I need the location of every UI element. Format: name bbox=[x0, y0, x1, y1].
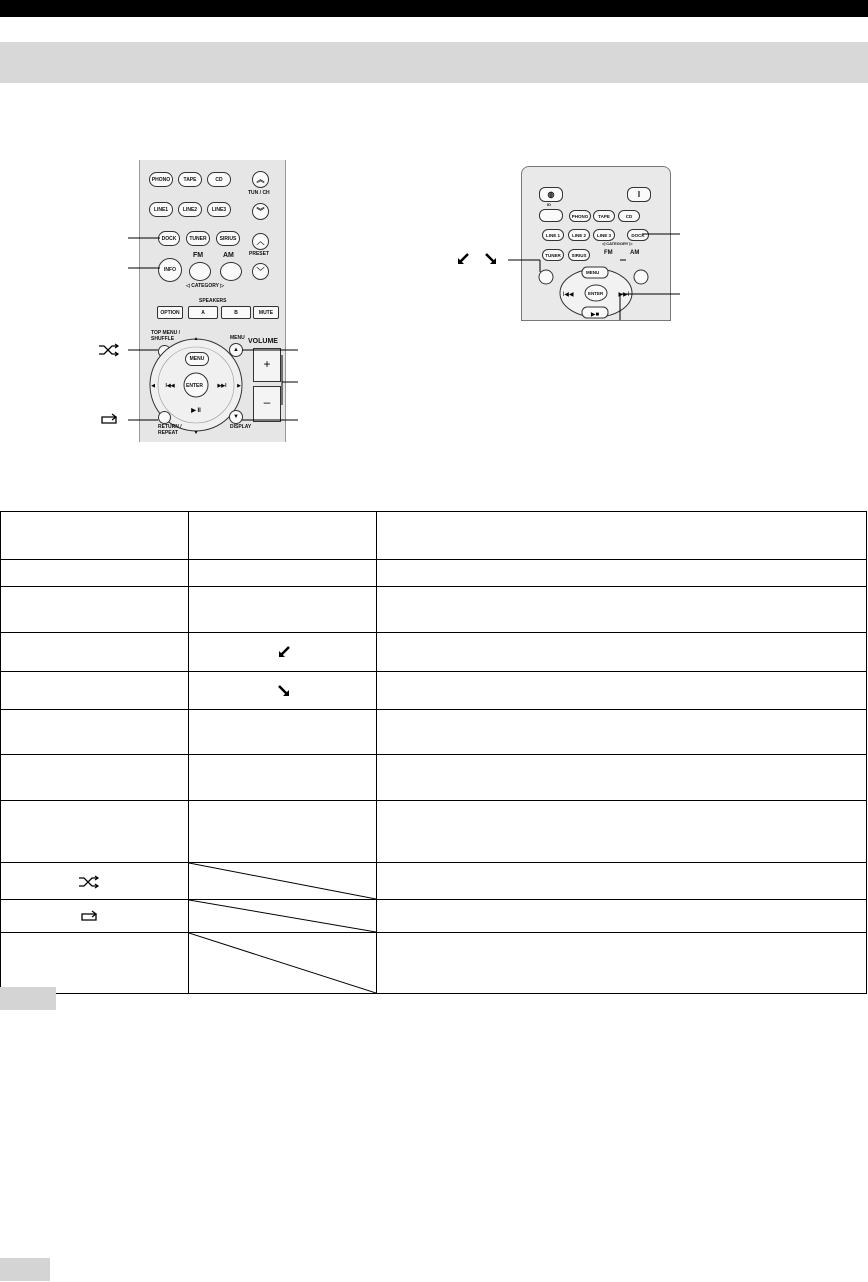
table-row bbox=[1, 560, 867, 587]
tuner-button: TUNER bbox=[186, 231, 210, 246]
preset-down-button: ﹀ bbox=[252, 263, 269, 280]
line2-button: LINE2 bbox=[178, 202, 202, 217]
speakers-label: SPEAKERS bbox=[199, 298, 227, 304]
small-remote-illustration bbox=[521, 166, 671, 321]
svg-text:▼: ▼ bbox=[193, 430, 199, 436]
top-menu-shuffle-label: TOP MENU / SHUFFLE bbox=[151, 330, 180, 342]
repeat-icon bbox=[98, 413, 120, 427]
mute-button: MUTE bbox=[253, 306, 279, 319]
power-button: I bbox=[627, 187, 651, 202]
option-button: OPTION bbox=[157, 306, 183, 319]
note-label-bar bbox=[0, 1258, 50, 1281]
svg-text:◀: ◀ bbox=[151, 383, 155, 389]
svg-text:▶■: ▶■ bbox=[590, 312, 600, 318]
menu-button: MENU bbox=[185, 352, 209, 366]
line1-button: LINE1 bbox=[149, 202, 173, 217]
table-row bbox=[1, 672, 867, 710]
svg-text:▲: ▲ bbox=[193, 336, 199, 342]
table-row bbox=[1, 755, 867, 801]
function-table bbox=[0, 511, 867, 994]
empty-cell-diagonal bbox=[189, 900, 376, 932]
small-dock-button: DOCK bbox=[627, 229, 649, 241]
enter-button: ENTER bbox=[186, 383, 203, 389]
tun-ch-down-button: ︾ bbox=[252, 203, 269, 220]
table-row bbox=[1, 587, 867, 633]
small-cd-button: CD bbox=[618, 210, 640, 222]
table-header-row bbox=[1, 512, 867, 560]
svg-text:▶: ▶ bbox=[237, 383, 241, 389]
preset-label: PRESET bbox=[249, 251, 270, 257]
navigation-pad bbox=[140, 160, 285, 442]
svg-text:▶▶I: ▶▶I bbox=[217, 383, 227, 389]
standby-button: ◍ bbox=[539, 187, 563, 202]
small-tuner-button: TUNER bbox=[542, 249, 564, 261]
repeat-icon bbox=[78, 910, 100, 924]
table-row bbox=[1, 710, 867, 755]
small-line2-button: LINE 2 bbox=[568, 229, 590, 241]
small-enter-button: ENTER bbox=[588, 291, 604, 296]
preset-up-button: ︿ bbox=[252, 233, 269, 250]
line3-button: LINE3 bbox=[207, 202, 231, 217]
return-repeat-label: RETURN / REPEAT bbox=[158, 424, 182, 436]
volume-label: VOLUME bbox=[248, 338, 278, 345]
am-label: AM bbox=[223, 252, 234, 259]
tun-ch-label: TUN / CH bbox=[248, 190, 270, 196]
section-heading-bar bbox=[0, 42, 868, 83]
table-row bbox=[1, 863, 867, 900]
table-row bbox=[1, 900, 867, 933]
menu-up-button: ▲ bbox=[229, 343, 243, 357]
repeat-button bbox=[158, 411, 171, 424]
info-button: INFO bbox=[158, 258, 182, 282]
small-line3-button: LINE 3 bbox=[593, 229, 615, 241]
small-phono-button: PHONO bbox=[569, 210, 591, 222]
speaker-a-button: A bbox=[188, 306, 218, 319]
volume-up-button: + bbox=[253, 348, 281, 382]
small-am-label: AM bbox=[630, 250, 640, 256]
fm-label: FM bbox=[193, 252, 204, 259]
arrow-down-left-icon bbox=[456, 252, 470, 266]
speaker-b-button: B bbox=[221, 306, 251, 319]
svg-text:I◀◀: I◀◀ bbox=[562, 292, 574, 298]
arrow-down-right-icon bbox=[484, 252, 498, 266]
menu-right-label: MENU bbox=[230, 335, 245, 341]
small-fm-label: FM bbox=[604, 250, 613, 256]
note-label-bar bbox=[0, 987, 56, 1010]
small-navigation-pad bbox=[522, 167, 670, 320]
empty-cell-diagonal bbox=[189, 933, 376, 993]
sirius-button: SIRIUS bbox=[216, 231, 240, 246]
cd-button: CD bbox=[207, 172, 231, 187]
small-menu-button: MENU bbox=[586, 270, 600, 275]
shuffle-icon bbox=[78, 875, 100, 889]
tape-button: TAPE bbox=[178, 172, 202, 187]
small-sirius-button: SIRIUS bbox=[568, 249, 590, 261]
empty-cell-diagonal bbox=[189, 863, 376, 899]
arrow-down-left-icon bbox=[277, 645, 291, 659]
category-label: ◁ CATEGORY ▷ bbox=[186, 283, 225, 289]
svg-text:▶▶I: ▶▶I bbox=[618, 292, 630, 298]
svg-text:▶ II: ▶ II bbox=[191, 408, 201, 414]
display-label: DISPLAY bbox=[230, 424, 252, 430]
table-row bbox=[1, 801, 867, 863]
id-label: ID bbox=[547, 202, 551, 207]
shuffle-icon bbox=[98, 343, 120, 357]
small-category-label: ◁ CATEGORY ▷ bbox=[602, 241, 633, 246]
table-row bbox=[1, 633, 867, 672]
header-bar bbox=[0, 0, 868, 17]
table-row bbox=[1, 933, 867, 994]
svg-text:I◀◀: I◀◀ bbox=[165, 383, 175, 389]
main-remote-illustration bbox=[139, 160, 286, 442]
arrow-down-right-icon bbox=[277, 684, 291, 698]
volume-down-button: – bbox=[253, 386, 281, 422]
menu-down-button: ▼ bbox=[229, 410, 243, 424]
tun-ch-up-button: ︽ bbox=[252, 171, 269, 188]
phono-button: PHONO bbox=[149, 172, 173, 187]
small-tape-button: TAPE bbox=[593, 210, 615, 222]
dock-button: DOCK bbox=[158, 231, 180, 246]
small-line1-button: LINE 1 bbox=[542, 229, 564, 241]
